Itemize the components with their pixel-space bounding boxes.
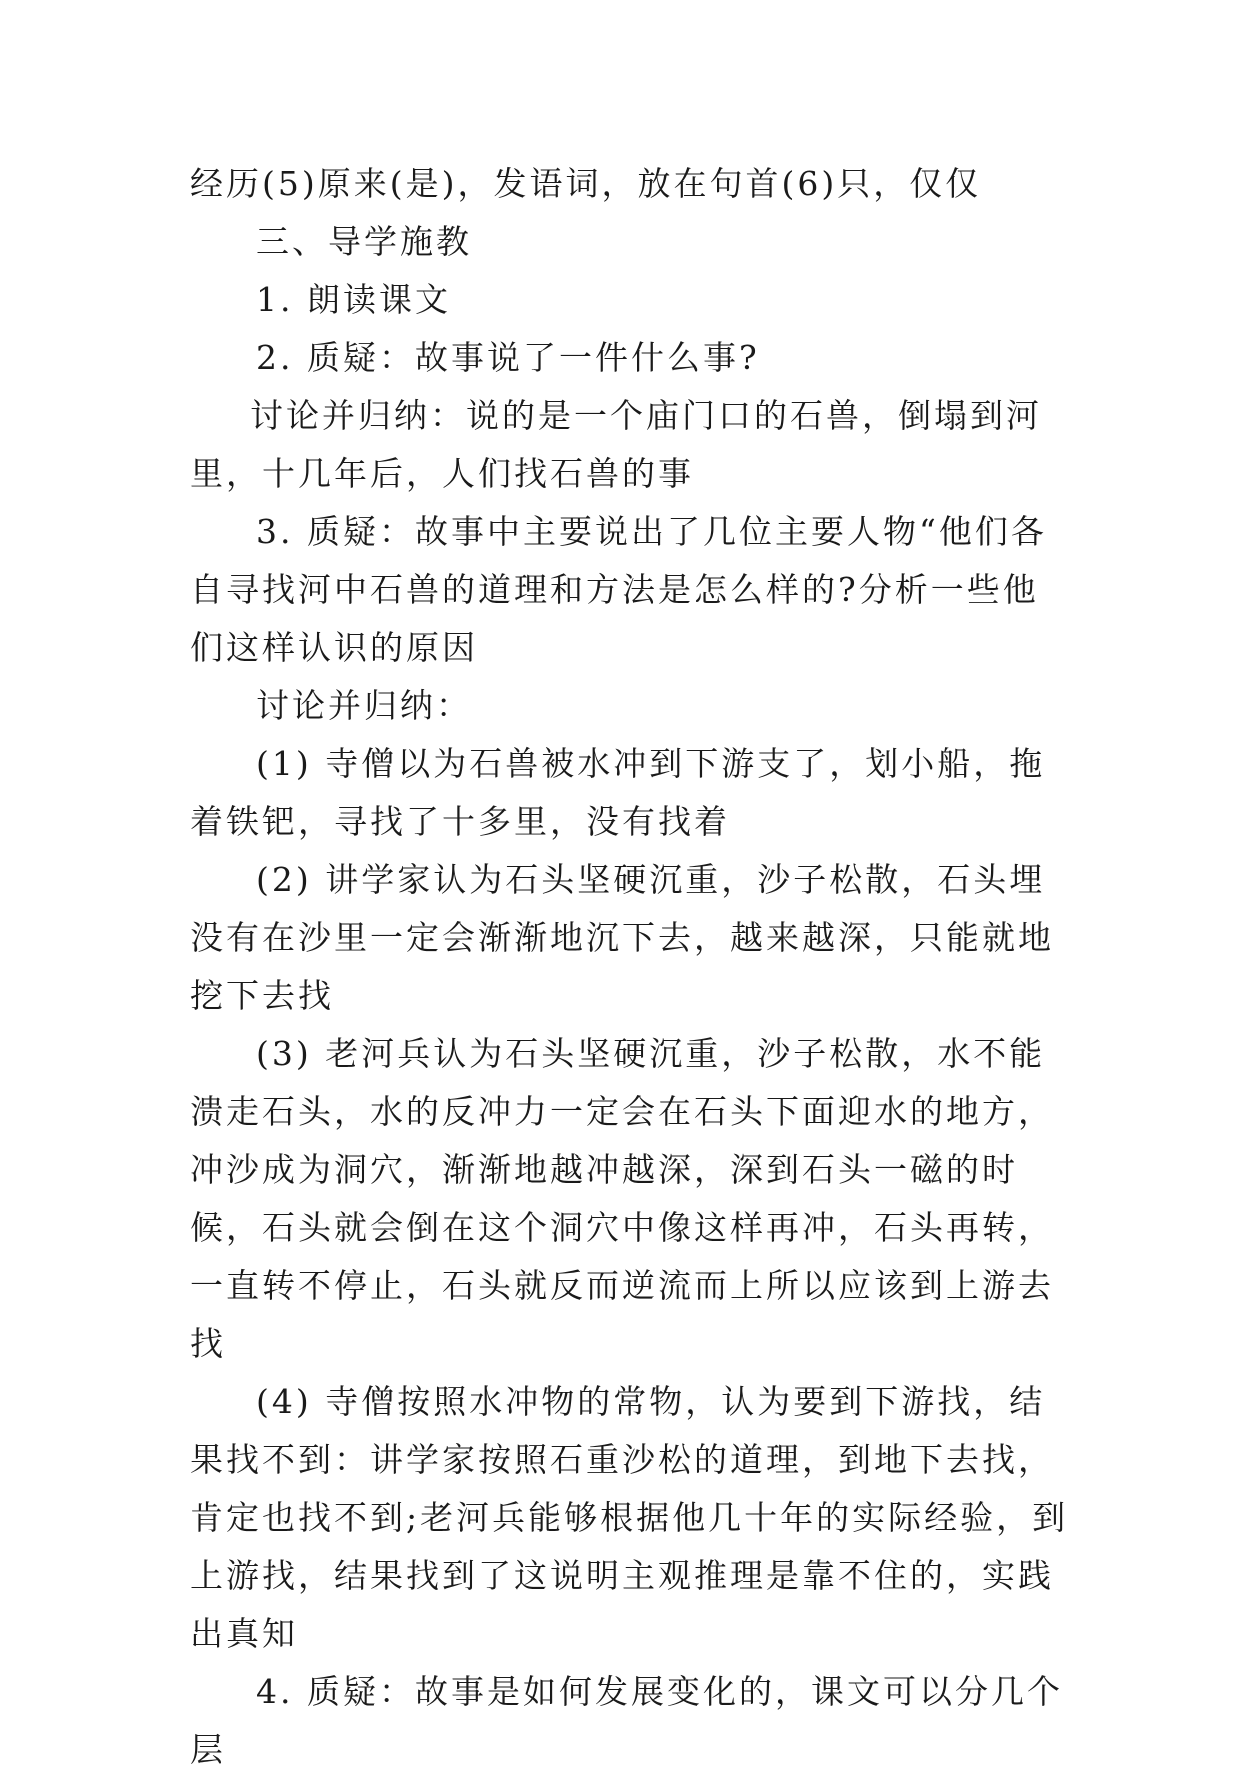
paragraph-sub-4: (4) 寺僧按照水冲物的常物，认为要到下游找，结果找不到：讲学家按照石重沙松的道理，到地下去找，肯定也找不到;老河兵能够根据他几十年的实际经验，到上游找，结果找到了这说明主观推理是靠不住的，实践出真知 xyxy=(190,1382,1069,1653)
paragraph-item-1: 1. 朗读课文 xyxy=(256,280,451,319)
paragraph-sub-3: (3) 老河兵认为石头坚硬沉重，沙子松散，水不能溃走石头，水的反冲力一定会在石头下面迎水的地方，冲沙成为洞穴，渐渐地越冲越深，深到石头一磁的时候，石头就会倒在这个洞穴中像这样再冲，石头再转，一直转不停止，石头就反而逆流而上所以应该到上游去找 xyxy=(190,1034,1054,1363)
document-body xyxy=(190,155,1070,1779)
paragraph-sub-1: (1) 寺僧以为石兽被水冲到下游支了，划小船，拖着铁钯，寻找了十多里，没有找着 xyxy=(190,744,1046,841)
paragraph-discussion-1: 讨论并归纳：说的是一个庙门口的石兽，倒塌到河里，十几年后，人们找石兽的事 xyxy=(190,396,1042,493)
paragraph-item-3: 3. 质疑：故事中主要说出了几位主要人物“他们各自寻找河中石兽的道理和方法是怎么样的?分析一些他们这样认识的原因 xyxy=(190,512,1047,667)
paragraph-discussion-2: 讨论并归纳： xyxy=(256,686,472,725)
paragraph-sub-2: (2) 讲学家认为石头坚硬沉重，沙子松散，石头埋没有在沙里一定会渐渐地沉下去，越来越深，只能就地挖下去找 xyxy=(190,860,1054,1015)
section-heading: 三、导学施教 xyxy=(256,222,472,261)
paragraph-item-4: 4. 质疑：故事是如何发展变化的，课文可以分几个层 xyxy=(190,1672,1063,1769)
paragraph-1: 经历(5)原来(是)，发语词，放在句首(6)只，仅仅 xyxy=(190,164,982,203)
paragraph-item-2: 2. 质疑：故事说了一件什么事? xyxy=(256,338,760,377)
